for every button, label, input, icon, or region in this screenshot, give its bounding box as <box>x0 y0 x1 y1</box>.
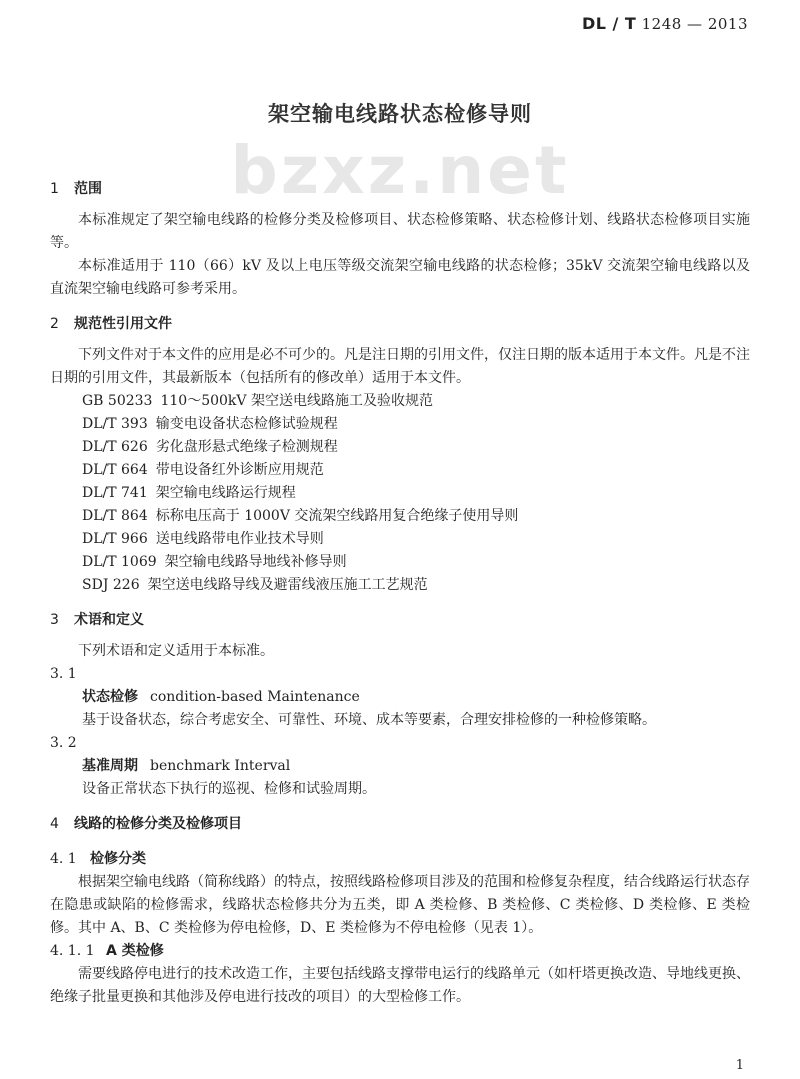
reference-item <box>50 551 750 574</box>
subsection-number: 4. 1. 1 <box>50 943 95 959</box>
reference-title: 标称电压高于 1000V 交流架空线路用复合绝缘子使用导则 <box>155 508 519 524</box>
reference-item <box>50 390 750 413</box>
section-number: 3 <box>50 612 59 628</box>
term-definition: 设备正常状态下执行的巡视、检修和试验周期。 <box>82 781 376 797</box>
section-3-heading <box>50 609 750 632</box>
reference-item <box>50 459 750 482</box>
reference-title: 输变电设备状态检修试验规程 <box>155 416 338 432</box>
standard-number: 1248 — 2013 <box>641 15 748 33</box>
reference-code: DL/T 393 <box>82 416 148 432</box>
section-2-heading <box>50 313 750 336</box>
paragraph: 本标准规定了架空输电线路的检修分类及检修项目、状态检修策略、状态检修计划、线路状态检修项目实施等。 <box>50 212 750 251</box>
section-number: 2 <box>50 316 59 332</box>
reference-item <box>50 413 750 436</box>
section-title: 术语和定义 <box>74 612 144 628</box>
subsection-title: A 类检修 <box>106 943 164 959</box>
section-title: 范围 <box>74 181 102 197</box>
term-number: 3. 2 <box>50 735 77 751</box>
standard-prefix: DL / T <box>581 14 637 33</box>
subsection-4-1-heading <box>50 848 750 871</box>
paragraph: 需要线路停电进行的技术改造工作，主要包括线路支撑带电运行的线路单元（如杆塔更换改造、导地线更换、绝缘子批量更换和其他涉及停电进行技改的项目）的大型检修工作。 <box>50 966 750 1005</box>
term-chinese: 状态检修 <box>82 689 138 705</box>
reference-code: DL/T 626 <box>82 439 148 455</box>
reference-code: SDJ 226 <box>82 577 140 593</box>
reference-list <box>50 390 750 597</box>
term-chinese: 基准周期 <box>82 758 138 774</box>
document-body <box>50 178 750 1009</box>
section-number: 4 <box>50 816 59 832</box>
reference-title: 劣化盘形悬式绝缘子检测规程 <box>155 439 338 455</box>
reference-title: 架空送电线路导线及避雷线液压施工工艺规范 <box>147 577 428 593</box>
term-entry <box>50 755 750 778</box>
standard-code <box>582 14 748 33</box>
reference-item <box>50 482 750 505</box>
reference-item <box>50 528 750 551</box>
term-definition: 基于设备状态，综合考虑安全、可靠性、环境、成本等要素，合理安排检修的一种检修策略。 <box>82 712 656 728</box>
term-number: 3. 1 <box>50 666 77 682</box>
reference-item <box>50 505 750 528</box>
term-english: condition-based Maintenance <box>150 689 360 705</box>
subsection-4-1-1-heading <box>50 940 750 963</box>
paragraph: 根据架空输电线路（简称线路）的特点，按照线路检修项目涉及的范围和检修复杂程度，结合线路运行状态存在隐患或缺陷的检修需求，线路状态检修共分为五类，即 A 类检修、B 类检修、C 类检修、D 类检修、E 类检修。其中 A、B、C 类检修为停电检修，D、E 类检修为不停电检修（见表 1）。 <box>50 874 750 936</box>
section-title: 线路的检修分类及检修项目 <box>74 816 242 832</box>
reference-code: DL/T 1069 <box>82 554 157 570</box>
section-4-heading <box>50 813 750 836</box>
reference-code: GB 50233 <box>82 393 153 409</box>
reference-code: DL/T 966 <box>82 531 148 547</box>
reference-title: 110～500kV 架空送电线路施工及验收规范 <box>160 393 433 409</box>
reference-title: 带电设备红外诊断应用规范 <box>155 462 324 478</box>
paragraph: 下列文件对于本文件的应用是必不可少的。凡是注日期的引用文件，仅注日期的版本适用于本文件。凡是不注日期的引用文件，其最新版本（包括所有的修改单）适用于本文件。 <box>50 347 750 386</box>
reference-title: 架空输电线路导地线补修导则 <box>164 554 347 570</box>
reference-item <box>50 436 750 459</box>
watermark: bzxz.net <box>230 132 570 209</box>
section-number: 1 <box>50 181 59 197</box>
reference-code: DL/T 864 <box>82 508 148 524</box>
term-entry <box>50 686 750 709</box>
subsection-title: 检修分类 <box>90 851 146 867</box>
reference-title: 架空输电线路运行规程 <box>155 485 296 501</box>
term-english: benchmark Interval <box>150 758 291 774</box>
subsection-number: 4. 1 <box>50 851 77 867</box>
paragraph: 下列术语和定义适用于本标准。 <box>78 643 274 659</box>
reference-title: 送电线路带电作业技术导则 <box>155 531 324 547</box>
page-number: 1 <box>735 1058 744 1073</box>
page-title: 架空输电线路状态检修导则 <box>268 102 532 126</box>
paragraph: 本标准适用于 110（66）kV 及以上电压等级交流架空输电线路的状态检修；35kV 交流架空输电线路以及直流架空输电线路可参考采用。 <box>50 258 750 297</box>
reference-item <box>50 574 750 597</box>
reference-code: DL/T 741 <box>82 485 148 501</box>
reference-code: DL/T 664 <box>82 462 148 478</box>
section-title: 规范性引用文件 <box>74 316 172 332</box>
section-1-heading <box>50 178 750 201</box>
